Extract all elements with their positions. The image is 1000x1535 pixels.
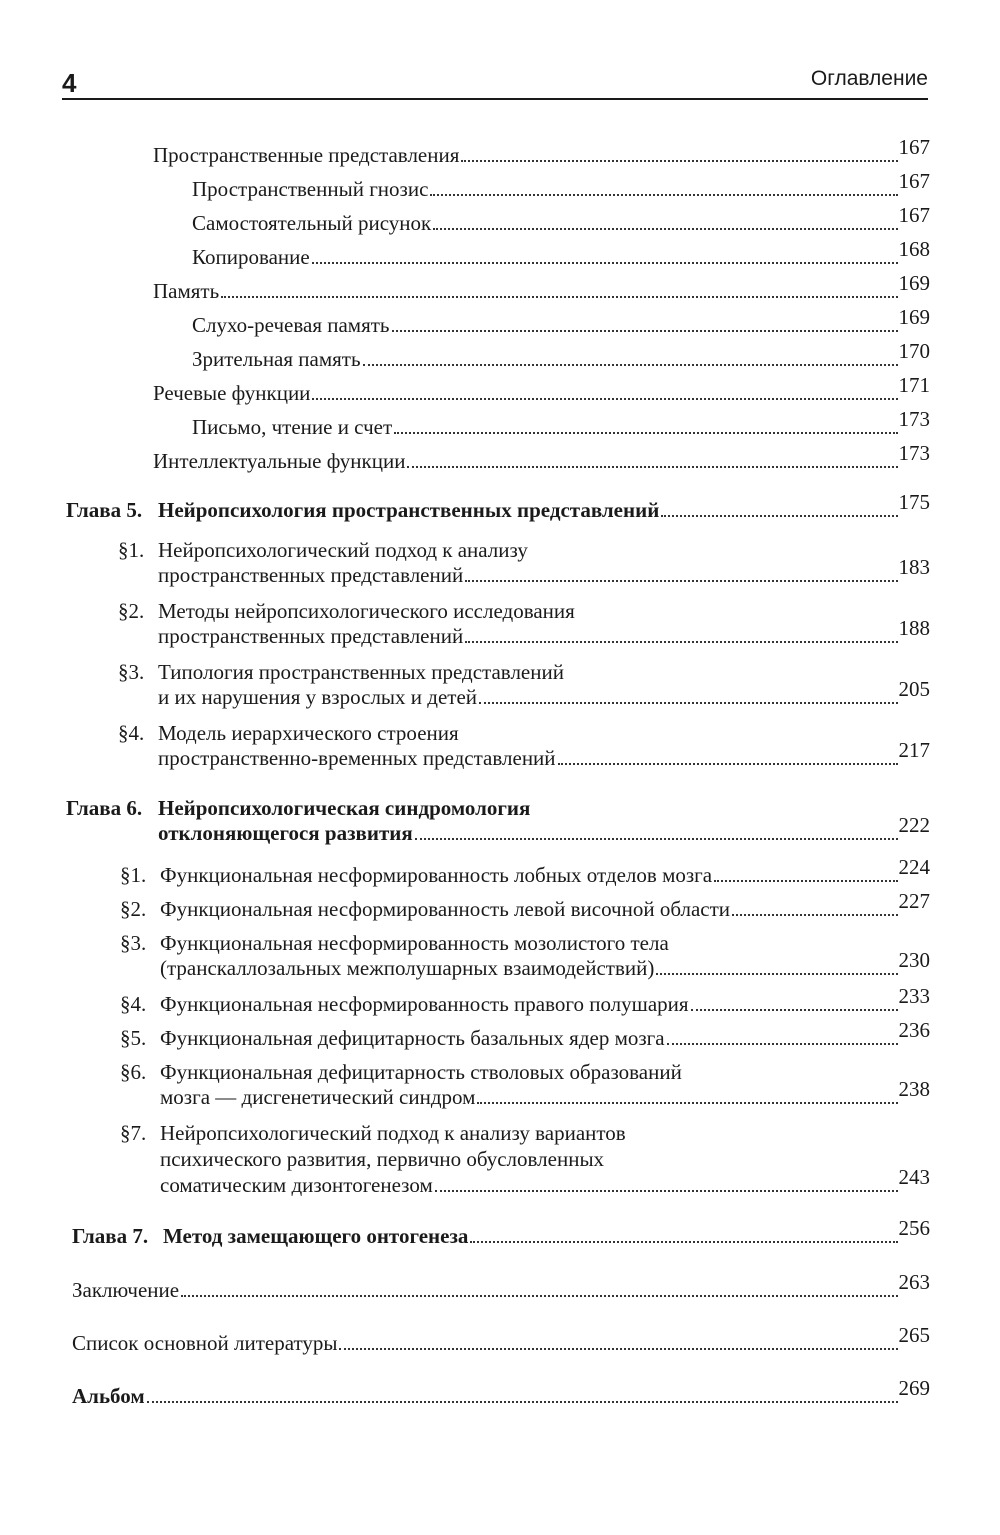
section-number: §3. — [118, 660, 145, 684]
toc-entry-title: Память — [153, 279, 220, 303]
toc-entry-title: Функциональная несформированность левой височной области — [160, 897, 731, 921]
toc-entry-title: пространственных представлений — [158, 624, 464, 648]
dot-leader — [465, 641, 897, 643]
chapter-label: Глава 7. — [72, 1224, 149, 1248]
toc-entry[interactable] — [153, 271, 930, 304]
toc-entry-page: 243 — [898, 1165, 930, 1189]
toc-entry-title: Самостоятельный рисунок — [192, 211, 432, 235]
toc-entry-title: психического развития, первично обусловленных — [160, 1147, 605, 1171]
toc-entry-page: 227 — [898, 889, 930, 913]
toc-entry[interactable] — [160, 948, 930, 981]
toc-chapter-6-title: Нейропсихологическая синдромология — [158, 796, 531, 820]
toc-entry-title: Методы нейропсихологического исследования — [158, 599, 575, 623]
running-title: Оглавление — [810, 67, 928, 90]
toc-entry-page: 167 — [898, 203, 930, 227]
section-number: §5. — [120, 1026, 147, 1050]
toc-entry-page: 167 — [898, 135, 930, 159]
dot-leader — [656, 973, 897, 975]
toc-entry-page: 217 — [898, 738, 930, 762]
toc-entry[interactable] — [160, 1018, 930, 1051]
toc-entry[interactable] — [160, 855, 930, 888]
toc-entry-page: 170 — [898, 339, 930, 363]
toc-entry[interactable] — [192, 339, 930, 372]
toc-entry-title: пространственных представлений — [158, 563, 464, 587]
toc-entry-title: Типология пространственных представлений — [158, 660, 564, 684]
toc-entry[interactable] — [160, 1077, 930, 1110]
dot-leader — [392, 330, 898, 332]
dot-leader — [407, 466, 897, 468]
dot-leader — [558, 763, 898, 765]
section-number: §3. — [120, 931, 147, 955]
toc-entry-title: Зрительная память — [192, 347, 361, 371]
chapter-label: Глава 6. — [66, 796, 143, 820]
section-number: §1. — [120, 863, 147, 887]
toc-entry-title: Интеллектуальные функции — [153, 449, 406, 473]
dot-leader — [363, 364, 898, 366]
toc-entry-title: Функциональная несформированность лобных отделов мозга — [160, 863, 713, 887]
toc-entry-title: и их нарушения у взрослых и детей — [158, 685, 478, 709]
toc-entry[interactable] — [153, 441, 930, 474]
toc-entry-title: Метод замещающего онтогенеза — [163, 1224, 469, 1248]
toc-entry-page: 175 — [898, 490, 930, 514]
toc-entry-page: 238 — [898, 1077, 930, 1101]
section-number: §4. — [118, 721, 145, 745]
dot-leader — [477, 1102, 897, 1104]
dot-leader — [312, 262, 898, 264]
toc-entry-page: 168 — [898, 237, 930, 261]
toc-entry-title: мозга — дисгенетический синдром — [160, 1085, 476, 1109]
toc-entry-title: Модель иерархического строения — [158, 721, 459, 745]
dot-leader — [147, 1401, 898, 1403]
dot-leader — [181, 1295, 897, 1297]
toc-entry-title: соматическим дизонтогенезом — [160, 1173, 433, 1197]
toc-chapter-6[interactable] — [158, 813, 930, 846]
toc-entry-title: Пространственный гнозис — [192, 177, 429, 201]
section-number: §7. — [120, 1121, 147, 1145]
toc-entry[interactable] — [158, 677, 930, 710]
toc-entry-title: Слухо-речевая память — [192, 313, 390, 337]
dot-leader — [394, 432, 897, 434]
toc-entry[interactable] — [160, 984, 930, 1017]
dot-leader — [221, 296, 897, 298]
section-number: §2. — [118, 599, 145, 623]
toc-entry-page: 230 — [898, 948, 930, 972]
dot-leader — [430, 194, 897, 196]
dot-leader — [714, 880, 897, 882]
toc-chapter-5[interactable] — [158, 490, 930, 523]
toc-entry-page: 265 — [898, 1323, 930, 1347]
toc-entry[interactable] — [153, 135, 930, 168]
toc-entry-title: Пространственные представления — [153, 143, 460, 167]
toc-entry-page: 188 — [898, 616, 930, 640]
toc-entry[interactable] — [192, 203, 930, 236]
toc-entry-title: Нейропсихологический подход к анализу вариантов — [160, 1121, 626, 1145]
toc-entry-title: Копирование — [192, 245, 310, 269]
toc-entry[interactable] — [158, 555, 930, 588]
section-number: §1. — [118, 538, 145, 562]
toc-entry-title: (транскаллозальных межполушарных взаимодействий) — [160, 956, 655, 980]
toc-entry-title: Заключение — [72, 1278, 180, 1302]
toc-entry[interactable] — [158, 738, 930, 771]
toc-entry[interactable] — [192, 237, 930, 270]
dot-leader — [661, 515, 897, 517]
dot-leader — [433, 228, 897, 230]
toc-entry-title: Функциональная дефицитарность стволовых образований — [160, 1060, 682, 1084]
toc-entry-page: 236 — [898, 1018, 930, 1042]
toc-entry-page: 169 — [898, 305, 930, 329]
toc-entry-page: 167 — [898, 169, 930, 193]
page-number: 4 — [62, 68, 77, 98]
dot-leader — [339, 1348, 897, 1350]
toc-entry-page: 269 — [898, 1376, 930, 1400]
toc-entry[interactable] — [153, 373, 930, 406]
toc-entry[interactable] — [192, 305, 930, 338]
toc-entry-title: Функциональная дефицитарность базальных ядер мозга — [160, 1026, 665, 1050]
dot-leader — [415, 838, 898, 840]
toc-entry-title: Список основной литературы — [72, 1331, 338, 1355]
toc-entry-page: 171 — [898, 373, 930, 397]
toc-literature[interactable] — [72, 1323, 930, 1356]
dot-leader — [435, 1190, 898, 1192]
dot-leader — [465, 580, 897, 582]
toc-entry-page: 233 — [898, 984, 930, 1008]
chapter-label: Глава 5. — [66, 498, 143, 522]
toc-entry-title: пространственно-временных представлений — [158, 746, 556, 770]
toc-entry-page: 263 — [898, 1270, 930, 1294]
toc-entry-page: 256 — [898, 1216, 930, 1240]
toc-entry-page: 169 — [898, 271, 930, 295]
toc-entry[interactable] — [160, 889, 930, 922]
toc-entry-page: 222 — [898, 813, 930, 837]
dot-leader — [479, 702, 897, 704]
toc-album[interactable] — [72, 1376, 930, 1409]
toc-entry-page: 224 — [898, 855, 930, 879]
section-number: §2. — [120, 897, 147, 921]
toc-entry[interactable] — [158, 616, 930, 649]
toc-entry-page: 183 — [898, 555, 930, 579]
section-number: §4. — [120, 992, 147, 1016]
toc-entry[interactable] — [192, 407, 930, 440]
toc-entry-page: 173 — [898, 407, 930, 431]
dot-leader — [732, 914, 897, 916]
toc-entry-title: отклоняющегося развития — [158, 821, 413, 845]
toc-entry-page: 205 — [898, 677, 930, 701]
toc-entry-title: Альбом — [72, 1384, 145, 1408]
dot-leader — [312, 398, 897, 400]
toc-entry[interactable] — [192, 169, 930, 202]
toc-conclusion[interactable] — [72, 1270, 930, 1303]
toc-entry-title: Функциональная несформированность мозолистого тела — [160, 931, 669, 955]
dot-leader — [470, 1241, 897, 1243]
toc-entry-page: 173 — [898, 441, 930, 465]
dot-leader — [691, 1009, 898, 1011]
dot-leader — [667, 1043, 898, 1045]
toc-chapter-7[interactable] — [163, 1216, 930, 1249]
dot-leader — [461, 160, 897, 162]
toc-entry-title: Нейропсихологический подход к анализу — [158, 538, 528, 562]
toc-entry-title: Речевые функции — [153, 381, 311, 405]
toc-entry[interactable] — [160, 1165, 930, 1198]
toc-entry-title: Нейропсихология пространственных представлений — [158, 498, 660, 522]
section-number: §6. — [120, 1060, 147, 1084]
toc-entry-title: Функциональная несформированность правого полушария — [160, 992, 689, 1016]
toc-entry-title: Письмо, чтение и счет — [192, 415, 393, 439]
